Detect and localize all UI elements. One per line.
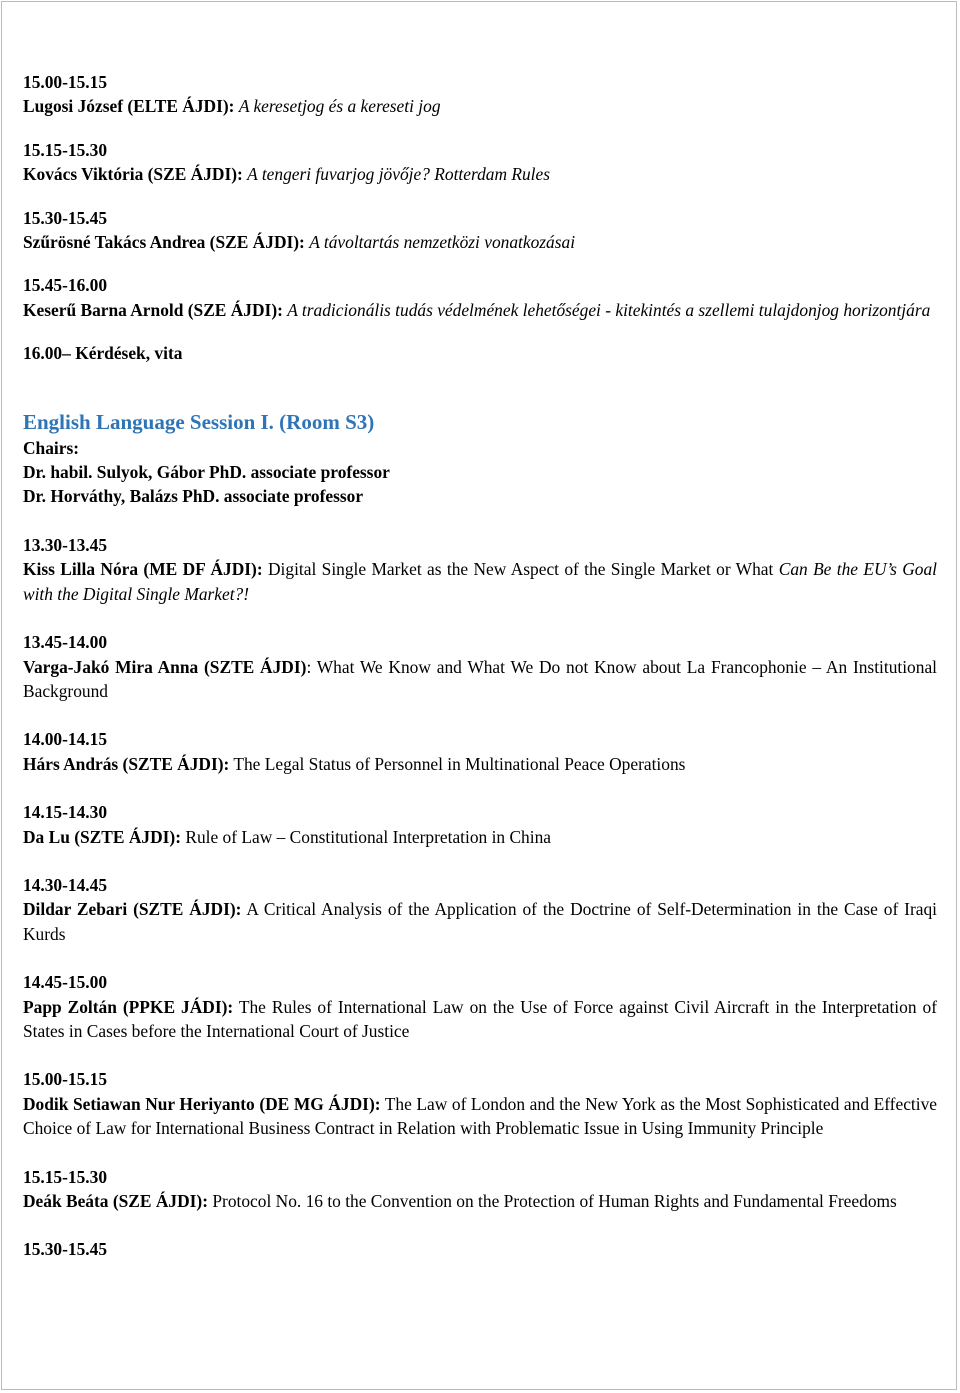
- chair-name: Dr. Horváthy, Balázs PhD. associate professor: [23, 486, 364, 507]
- program-item: [23, 1165, 937, 1214]
- english-session-items: [23, 533, 937, 1262]
- item-time: 14.00-14.15: [23, 729, 108, 750]
- program-item: [23, 800, 937, 849]
- item-time: 15.15-15.30: [23, 1166, 108, 1187]
- item-time: 15.00-15.15: [23, 1069, 108, 1090]
- program-item: [23, 630, 937, 703]
- item-time: 14.45-15.00: [23, 972, 108, 993]
- session-heading: English Language Session I. (Room S3): [23, 409, 375, 434]
- discussion-dash: –: [62, 343, 71, 364]
- item-speaker: Kovács Viktória (SZE ÁJDI):: [23, 164, 243, 185]
- item-title-italic: Can Be the EU’s Goal with the Digital Single Market?!: [23, 559, 937, 604]
- item-title: A keresetjog és a kereseti jog: [238, 96, 441, 117]
- program-item: [23, 1067, 937, 1140]
- item-title: Rule of Law – Constitutional Interpretation in China: [185, 826, 551, 847]
- item-speaker: Lugosi József (ELTE ÁJDI):: [23, 96, 235, 117]
- program-item: [23, 273, 937, 322]
- item-speaker: Dildar Zebari (SZTE ÁJDI):: [23, 899, 242, 920]
- session-chairs: [23, 436, 937, 509]
- item-speaker: Da Lu (SZTE ÁJDI):: [23, 826, 181, 847]
- discussion-time: 16.00: [23, 343, 63, 364]
- item-title: The Rules of International Law on the Use of Force against Civil Aircraft in the Interpretation of States in Cases before the International Court of Justice: [23, 996, 937, 1041]
- item-time: 14.15-14.30: [23, 802, 108, 823]
- item-time: 14.30-14.45: [23, 874, 108, 895]
- item-speaker: Varga-Jakó Mira Anna (SZTE ÁJDI): [23, 656, 307, 677]
- program-item: [23, 533, 937, 606]
- item-speaker: Kiss Lilla Nóra (ME DF ÁJDI):: [23, 559, 263, 580]
- item-title: The Law of London and the New York as the Most Sophisticated and Effective Choice of Law for International Business Contract in Relation with Problematic Issue in Using Immunity Principle: [23, 1093, 937, 1139]
- program-item: [23, 70, 937, 119]
- item-speaker: Keserű Barna Arnold (SZE ÁJDI):: [23, 299, 283, 320]
- program-item: [23, 138, 937, 187]
- item-title: A Critical Analysis of the Application of the Doctrine of Self-Determination in the Case of Iraqi Kurds: [23, 899, 937, 944]
- item-speaker: Papp Zoltán (PPKE JÁDI):: [23, 996, 234, 1017]
- program-item: [23, 873, 937, 946]
- item-title: A távoltartás nemzetközi vonatkozásai: [309, 232, 576, 253]
- item-speaker: Szűrösné Takács Andrea (SZE ÁJDI):: [23, 232, 305, 253]
- item-speaker: Dodik Setiawan Nur Heriyanto (DE MG ÁJDI):: [23, 1093, 381, 1114]
- item-title: Digital Single Market as the New Aspect of the Single Market or What: [268, 559, 774, 580]
- program-item: [23, 727, 937, 776]
- item-speaker: Deák Beáta (SZE ÁJDI):: [23, 1191, 209, 1211]
- item-time: 15.30-15.45: [23, 1239, 108, 1260]
- item-title: A tradicionális tudás védelmének lehetőségei - kitekintés a szellemi tulajdonjog horizontjára: [287, 299, 931, 320]
- program-item: [23, 206, 937, 255]
- item-title: The Legal Status of Personnel in Multinational Peace Operations: [233, 753, 686, 774]
- discussion-label: Kérdések, vita: [75, 343, 183, 364]
- item-time: 13.45-14.00: [23, 632, 108, 653]
- item-title: : What We Know and What We Do not Know about La Francophonie – An Institutional Background: [23, 656, 937, 701]
- chairs-label: Chairs:: [23, 437, 80, 458]
- item-speaker: Hárs András (SZTE ÁJDI):: [23, 753, 230, 774]
- item-time: 15.45-16.00: [23, 275, 108, 296]
- item-time: 15.15-15.30: [23, 139, 108, 160]
- item-time: 15.00-15.15: [23, 72, 108, 92]
- discussion-line: [23, 341, 937, 365]
- item-title: A tengeri fuvarjog jövője? Rotterdam Rules: [247, 164, 551, 185]
- item-title: Protocol No. 16 to the Convention on the Protection of Human Rights and Fundamental Freedoms: [212, 1191, 897, 1211]
- program-document: [23, 70, 937, 1262]
- item-time: 13.30-13.45: [23, 534, 108, 555]
- chair-name: Dr. habil. Sulyok, Gábor PhD. associate professor: [23, 462, 390, 483]
- item-time: 15.30-15.45: [23, 207, 108, 228]
- program-item: [23, 970, 937, 1043]
